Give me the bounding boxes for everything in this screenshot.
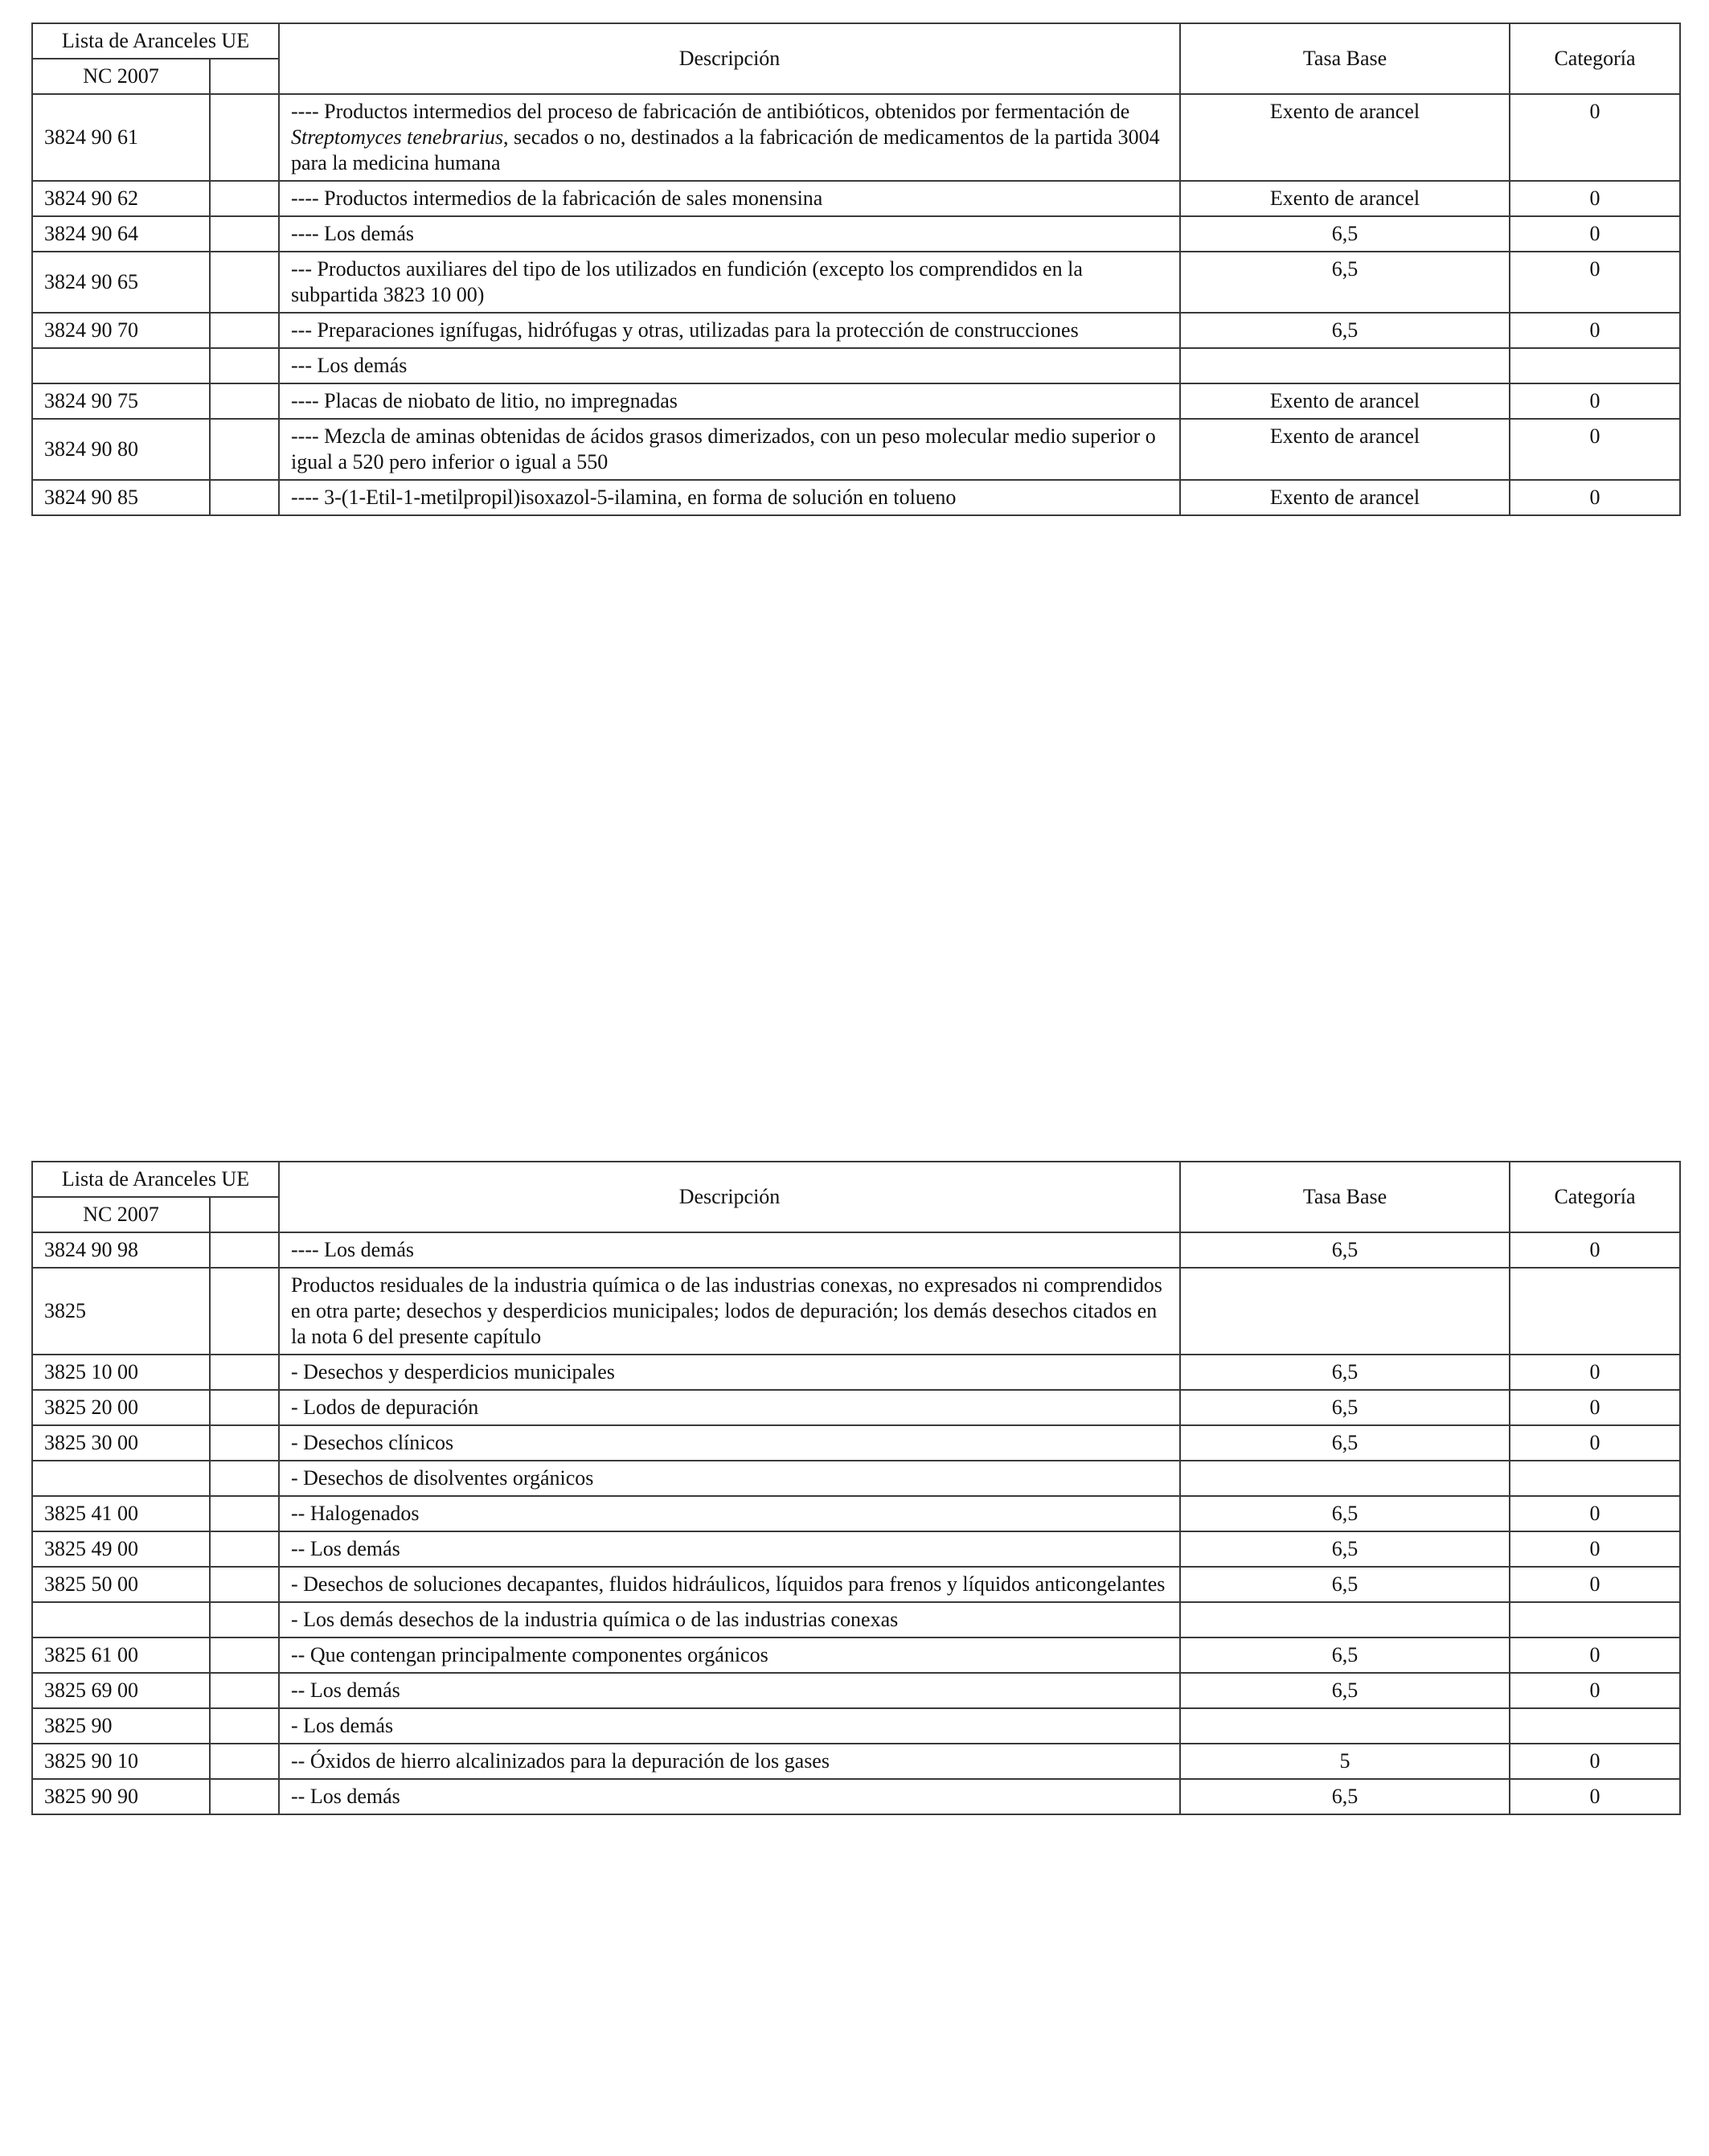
blank-cell xyxy=(210,1531,279,1567)
header-row xyxy=(32,23,1680,59)
header-lista: Lista de Aranceles UE xyxy=(32,1162,279,1197)
description: -- Los demás xyxy=(279,1779,1180,1814)
description xyxy=(279,94,1180,181)
table-row xyxy=(32,480,1680,515)
table-row xyxy=(32,252,1680,313)
description: --- Preparaciones ignífugas, hidrófugas y otras, utilizadas para la protección de construcciones xyxy=(279,313,1180,348)
header-categoria: Categoría xyxy=(1510,23,1680,94)
header-blank-cell xyxy=(210,59,279,94)
description: - Lodos de depuración xyxy=(279,1390,1180,1425)
table-row xyxy=(32,1425,1680,1461)
table-row xyxy=(32,94,1680,181)
categoria: 0 xyxy=(1510,419,1680,480)
description: -- Óxidos de hierro alcalinizados para la depuración de los gases xyxy=(279,1744,1180,1779)
nc-code: 3824 90 64 xyxy=(32,216,210,252)
nc-code: 3824 90 80 xyxy=(32,419,210,480)
tasa-base xyxy=(1180,1708,1510,1744)
table-row xyxy=(32,1232,1680,1268)
categoria: 0 xyxy=(1510,1779,1680,1814)
description: - Desechos de soluciones decapantes, fluidos hidráulicos, líquidos para frenos y líquidos anticongelantes xyxy=(279,1567,1180,1602)
blank-cell xyxy=(210,1567,279,1602)
tasa-base: 6,5 xyxy=(1180,1531,1510,1567)
blank-cell xyxy=(210,1425,279,1461)
categoria xyxy=(1510,1461,1680,1496)
tariff-table-2 xyxy=(31,1161,1681,1815)
nc-code: 3824 90 62 xyxy=(32,181,210,216)
tasa-base xyxy=(1180,1268,1510,1355)
nc-code: 3824 90 61 xyxy=(32,94,210,181)
blank-cell xyxy=(210,1232,279,1268)
description: ---- Los demás xyxy=(279,1232,1180,1268)
categoria: 0 xyxy=(1510,1637,1680,1673)
blank-cell xyxy=(210,480,279,515)
tasa-base: 6,5 xyxy=(1180,1425,1510,1461)
blank-cell xyxy=(210,1673,279,1708)
description: ---- Productos intermedios de la fabricación de sales monensina xyxy=(279,181,1180,216)
description: ---- 3-(1-Etil-1-metilpropil)isoxazol-5-ilamina, en forma de solución en tolueno xyxy=(279,480,1180,515)
blank-cell xyxy=(210,1355,279,1390)
categoria: 0 xyxy=(1510,1232,1680,1268)
table-row xyxy=(32,383,1680,419)
table-row xyxy=(32,181,1680,216)
blank-cell xyxy=(210,94,279,181)
description: -- Que contengan principalmente componentes orgánicos xyxy=(279,1637,1180,1673)
tasa-base: 6,5 xyxy=(1180,216,1510,252)
description: -- Los demás xyxy=(279,1531,1180,1567)
tasa-base: 6,5 xyxy=(1180,252,1510,313)
nc-code: 3825 20 00 xyxy=(32,1390,210,1425)
table-row xyxy=(32,1461,1680,1496)
categoria: 0 xyxy=(1510,1567,1680,1602)
description: Productos residuales de la industria química o de las industrias conexas, no expresados ni comprendidos en otra parte; desechos y desperdicios municipales; lodos de depuración; los demás desechos citados en la nota 6 del presente capítulo xyxy=(279,1268,1180,1355)
blank-cell xyxy=(210,1779,279,1814)
table-row xyxy=(32,1531,1680,1567)
nc-code: 3825 61 00 xyxy=(32,1637,210,1673)
table-row xyxy=(32,1637,1680,1673)
categoria xyxy=(1510,348,1680,383)
header-tasa-base: Tasa Base xyxy=(1180,1162,1510,1232)
table-row xyxy=(32,1268,1680,1355)
header-row xyxy=(32,1162,1680,1197)
categoria: 0 xyxy=(1510,1390,1680,1425)
blank-cell xyxy=(210,419,279,480)
nc-code xyxy=(32,1602,210,1637)
table-row xyxy=(32,1567,1680,1602)
blank-cell xyxy=(210,348,279,383)
tariff-table-1 xyxy=(31,23,1681,516)
description: ---- Los demás xyxy=(279,216,1180,252)
tasa-base xyxy=(1180,1602,1510,1637)
description: - Los demás xyxy=(279,1708,1180,1744)
blank-cell xyxy=(210,1390,279,1425)
categoria: 0 xyxy=(1510,1673,1680,1708)
description: ---- Placas de niobato de litio, no impregnadas xyxy=(279,383,1180,419)
header-tasa-base: Tasa Base xyxy=(1180,23,1510,94)
header-lista: Lista de Aranceles UE xyxy=(32,23,279,59)
description: - Desechos de disolventes orgánicos xyxy=(279,1461,1180,1496)
tasa-base: 6,5 xyxy=(1180,1779,1510,1814)
blank-cell xyxy=(210,216,279,252)
nc-code: 3824 90 75 xyxy=(32,383,210,419)
description: - Los demás desechos de la industria química o de las industrias conexas xyxy=(279,1602,1180,1637)
tasa-base: 6,5 xyxy=(1180,1637,1510,1673)
nc-code: 3824 90 70 xyxy=(32,313,210,348)
nc-code: 3825 xyxy=(32,1268,210,1355)
tasa-base xyxy=(1180,348,1510,383)
blank-cell xyxy=(210,1708,279,1744)
description: - Desechos y desperdicios municipales xyxy=(279,1355,1180,1390)
header-blank-cell xyxy=(210,1197,279,1232)
table-row xyxy=(32,348,1680,383)
categoria: 0 xyxy=(1510,252,1680,313)
blank-cell xyxy=(210,1461,279,1496)
tasa-base: 6,5 xyxy=(1180,313,1510,348)
categoria: 0 xyxy=(1510,1531,1680,1567)
description: - Desechos clínicos xyxy=(279,1425,1180,1461)
nc-code: 3825 49 00 xyxy=(32,1531,210,1567)
nc-code: 3825 90 90 xyxy=(32,1779,210,1814)
tariff-table-body-1 xyxy=(32,23,1680,515)
tasa-base: 6,5 xyxy=(1180,1567,1510,1602)
description: ---- Mezcla de aminas obtenidas de ácidos grasos dimerizados, con un peso molecular medio superior o igual a 520 pero inferior o igual a 550 xyxy=(279,419,1180,480)
categoria: 0 xyxy=(1510,181,1680,216)
table-row xyxy=(32,1673,1680,1708)
tasa-base: Exento de arancel xyxy=(1180,181,1510,216)
nc-code: 3825 10 00 xyxy=(32,1355,210,1390)
nc-code xyxy=(32,1461,210,1496)
table-row xyxy=(32,1708,1680,1744)
blank-cell xyxy=(210,1602,279,1637)
nc-code: 3825 50 00 xyxy=(32,1567,210,1602)
tasa-base: Exento de arancel xyxy=(1180,419,1510,480)
blank-cell xyxy=(210,383,279,419)
header-descripcion: Descripción xyxy=(279,1162,1180,1232)
table-row xyxy=(32,216,1680,252)
table-row xyxy=(32,1744,1680,1779)
tasa-base: 5 xyxy=(1180,1744,1510,1779)
table-row xyxy=(32,1355,1680,1390)
description: -- Halogenados xyxy=(279,1496,1180,1531)
categoria xyxy=(1510,1602,1680,1637)
nc-code: 3825 41 00 xyxy=(32,1496,210,1531)
categoria: 0 xyxy=(1510,480,1680,515)
categoria: 0 xyxy=(1510,383,1680,419)
tariff-table-body-2 xyxy=(32,1162,1680,1814)
table-row xyxy=(32,419,1680,480)
description: -- Los demás xyxy=(279,1673,1180,1708)
description: --- Productos auxiliares del tipo de los utilizados en fundición (excepto los comprendidos en la subpartida 3823 10 00) xyxy=(279,252,1180,313)
categoria xyxy=(1510,1268,1680,1355)
categoria: 0 xyxy=(1510,1425,1680,1461)
header-nc-2007: NC 2007 xyxy=(32,1197,210,1232)
blank-cell xyxy=(210,252,279,313)
tasa-base: 6,5 xyxy=(1180,1673,1510,1708)
nc-code: 3825 90 xyxy=(32,1708,210,1744)
tasa-base: Exento de arancel xyxy=(1180,94,1510,181)
tasa-base: 6,5 xyxy=(1180,1496,1510,1531)
blank-cell xyxy=(210,181,279,216)
header-descripcion: Descripción xyxy=(279,23,1180,94)
nc-code: 3824 90 65 xyxy=(32,252,210,313)
categoria: 0 xyxy=(1510,216,1680,252)
categoria xyxy=(1510,1708,1680,1744)
tasa-base: Exento de arancel xyxy=(1180,383,1510,419)
blank-cell xyxy=(210,313,279,348)
blank-cell xyxy=(210,1496,279,1531)
tasa-base: 6,5 xyxy=(1180,1390,1510,1425)
tasa-base: Exento de arancel xyxy=(1180,480,1510,515)
categoria: 0 xyxy=(1510,94,1680,181)
nc-code: 3824 90 98 xyxy=(32,1232,210,1268)
tasa-base: 6,5 xyxy=(1180,1355,1510,1390)
nc-code: 3825 69 00 xyxy=(32,1673,210,1708)
categoria: 0 xyxy=(1510,1744,1680,1779)
tasa-base: 6,5 xyxy=(1180,1232,1510,1268)
description-species-name: Streptomyces tenebrarius xyxy=(291,125,504,149)
categoria: 0 xyxy=(1510,313,1680,348)
header-nc-2007: NC 2007 xyxy=(32,59,210,94)
header-categoria: Categoría xyxy=(1510,1162,1680,1232)
table-row xyxy=(32,1390,1680,1425)
categoria: 0 xyxy=(1510,1496,1680,1531)
table-row xyxy=(32,1496,1680,1531)
nc-code: 3825 30 00 xyxy=(32,1425,210,1461)
nc-code: 3825 90 10 xyxy=(32,1744,210,1779)
description: --- Los demás xyxy=(279,348,1180,383)
description-text: , secados o no, destinados a la fabricación de medicamentos de la partida 3004 para la medicina humana xyxy=(291,125,1160,174)
description-text: ---- Productos intermedios del proceso de fabricación de antibióticos, obtenidos por fermentación de xyxy=(291,100,1130,123)
blank-cell xyxy=(210,1744,279,1779)
nc-code xyxy=(32,348,210,383)
table-row xyxy=(32,313,1680,348)
table-row xyxy=(32,1602,1680,1637)
tasa-base xyxy=(1180,1461,1510,1496)
nc-code: 3824 90 85 xyxy=(32,480,210,515)
table-row xyxy=(32,1779,1680,1814)
categoria: 0 xyxy=(1510,1355,1680,1390)
blank-cell xyxy=(210,1637,279,1673)
blank-cell xyxy=(210,1268,279,1355)
